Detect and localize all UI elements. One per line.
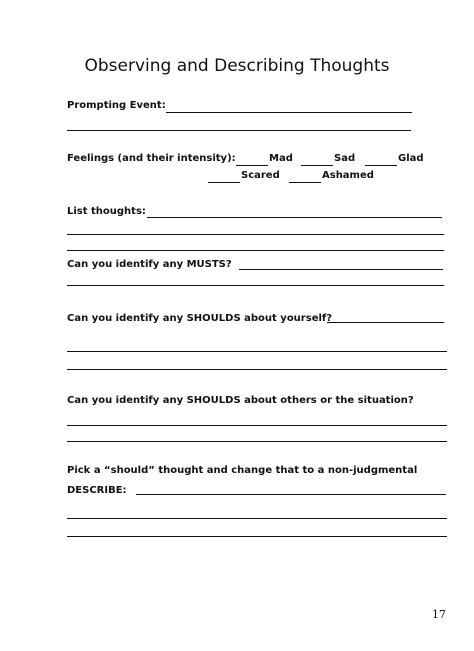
musts-line-2[interactable] [67,285,444,286]
feeling-sad-label: Sad [334,153,356,164]
feeling-glad-blank[interactable] [365,165,397,166]
shoulds-others-line-2[interactable] [67,441,447,442]
describe-line-1[interactable] [136,494,446,495]
describe-label: DESCRIBE: [67,485,127,496]
shoulds-others-label: Can you identify any SHOULDS about others or the situation? [67,395,414,406]
feeling-scared-blank[interactable] [208,182,240,183]
shoulds-self-line-3[interactable] [67,369,447,370]
feeling-ashamed-label: Ashamed [322,170,374,181]
feeling-sad-blank[interactable] [301,165,333,166]
feeling-mad-label: Mad [269,153,293,164]
feeling-scared-label: Scared [241,170,280,181]
musts-line-1[interactable] [239,269,443,270]
feeling-glad-label: Glad [398,153,424,164]
describe-line-3[interactable] [67,536,447,537]
shoulds-self-line-2[interactable] [67,351,447,352]
page-title: Observing and Describing Thoughts [84,56,390,76]
describe-line-2[interactable] [67,518,447,519]
prompting-event-line-1[interactable] [166,112,412,113]
pick-should-label: Pick a “should” thought and change that to a non-judgmental [67,465,418,476]
prompting-event-line-2[interactable] [67,130,411,131]
feelings-label: Feelings (and their intensity): [67,153,236,164]
list-thoughts-line-2[interactable] [67,234,444,235]
prompting-event-label: Prompting Event: [67,100,166,111]
page-number: 17 [432,608,446,621]
list-thoughts-line-1[interactable] [147,217,442,218]
shoulds-self-label: Can you identify any SHOULDS about yourself? [67,313,333,324]
feeling-ashamed-blank[interactable] [289,182,321,183]
list-thoughts-label: List thoughts: [67,206,146,217]
feeling-mad-blank[interactable] [236,165,268,166]
musts-label: Can you identify any MUSTS? [67,259,232,270]
shoulds-others-line-1[interactable] [67,425,447,426]
list-thoughts-line-3[interactable] [67,250,444,251]
shoulds-self-line-1[interactable] [327,322,444,323]
